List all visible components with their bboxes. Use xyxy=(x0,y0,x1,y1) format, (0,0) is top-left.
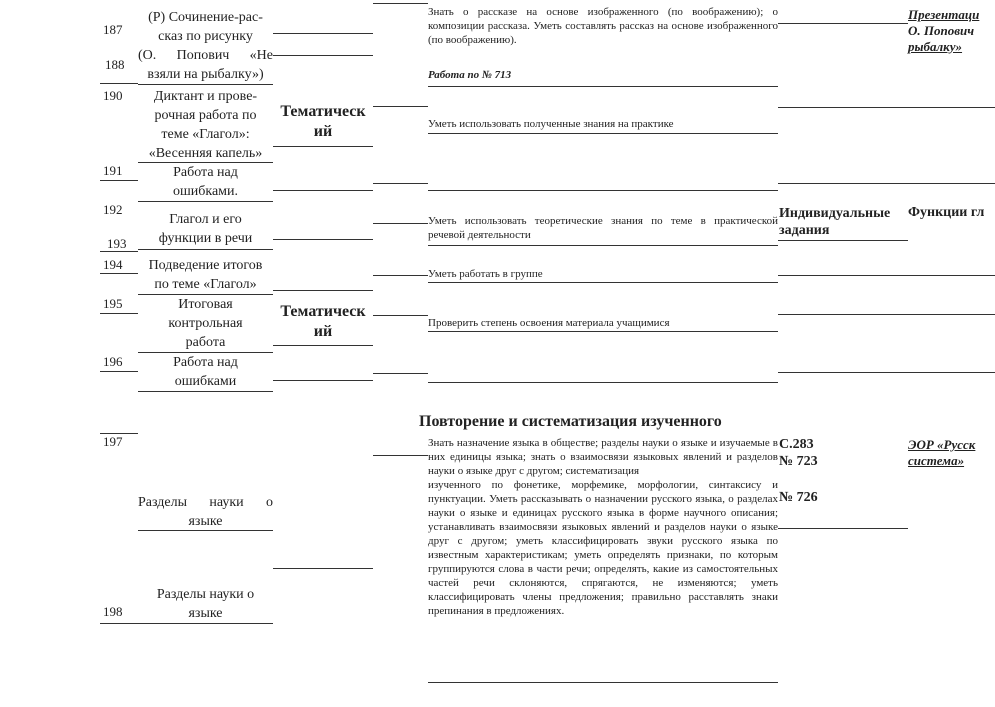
rule-line xyxy=(100,251,138,252)
homework-note: Работа по № 713 xyxy=(428,69,512,81)
rule-line xyxy=(778,183,908,184)
rule-line xyxy=(908,275,995,276)
rule-line xyxy=(138,623,273,624)
rule-line xyxy=(138,352,273,353)
rule-line xyxy=(100,623,138,624)
requirements-text: Уметь использовать полученные знания на практике xyxy=(428,118,674,130)
rule-line xyxy=(778,275,908,276)
homework-text: С.283 № 723 № 726 xyxy=(779,437,818,505)
rule-line xyxy=(273,345,373,346)
lesson-number-193: 193 xyxy=(107,236,127,251)
lesson-topic: (Р) Сочинение-рас- сказ по рисунку (О. Попович «Не взяли на рыбалку») xyxy=(138,10,273,82)
rule-line xyxy=(100,83,138,84)
rule-line xyxy=(908,107,995,108)
lesson-topic: Работа над ошибками. xyxy=(172,165,239,199)
lesson-number-195: 195 xyxy=(103,296,123,311)
rule-line xyxy=(373,106,428,107)
requirements-text: Знать назначение языка в обществе; разделы науки о языке и изучаемые в них единицы языка; знать о взаимосвязи языковых явлений и разделов науки о языке друг с другом; систематизация изученного по фонетике, морфемике, морфологии, синтаксису и пунктуации. Уметь рассказывать о назначении русского языка, о разделах науки о языке и единицах русского языка в форме научного описания; устанавливать взаимосвязи языковых явлений и разделов науки о языке друг с другом; уметь классифицировать звуки русского языка по известным характеристикам; уметь определять признаки, по которым группируются слова в части речи; определять, какие из самостоятельных частей речи склоняются, спрягаются, не изменяются; уметь классифицировать члены предложения; правильно расставлять знаки препинания в предложениях. xyxy=(428,437,778,617)
lesson-type: Тематическ ий xyxy=(280,103,366,140)
rule-line xyxy=(373,315,428,316)
rule-line xyxy=(428,382,778,383)
requirements-text: Проверить степень освоения материала учащимися xyxy=(428,317,670,329)
lesson-topic: Подведение итогов по теме «Глагол» xyxy=(148,258,263,292)
rule-line xyxy=(100,273,138,274)
rule-line xyxy=(100,433,138,434)
homework-text: Индивидуальные задания xyxy=(779,206,891,238)
requirements-text: Знать о рассказе на основе изображенного (по воображению); о композиции рассказа. Уметь составлять рассказ на основе изображенного (по воображению). xyxy=(428,6,778,46)
rule-line xyxy=(778,314,908,315)
rule-line xyxy=(373,183,428,184)
rule-line xyxy=(428,245,778,246)
rule-line xyxy=(428,682,778,683)
rule-line xyxy=(373,373,428,374)
requirements-text: Уметь работать в группе xyxy=(428,268,543,280)
rule-line xyxy=(273,290,373,291)
rule-line xyxy=(100,180,138,181)
lesson-number-188: 188 xyxy=(105,57,125,72)
rule-line xyxy=(138,162,273,163)
section-title: Повторение и систематизация изученного xyxy=(419,413,722,430)
rule-line xyxy=(908,372,995,373)
lesson-topic: Итоговая контрольная работа xyxy=(168,297,243,350)
rule-line xyxy=(100,313,138,314)
rule-line xyxy=(778,372,908,373)
rule-line xyxy=(273,239,373,240)
rule-line xyxy=(428,282,778,283)
rule-line xyxy=(273,33,373,34)
rule-line xyxy=(273,380,373,381)
lesson-type: Тематическ ий xyxy=(280,303,366,340)
rule-line xyxy=(908,183,995,184)
rule-line xyxy=(428,86,778,87)
lesson-number-197: 197 xyxy=(103,434,123,449)
rule-line xyxy=(138,201,273,202)
rule-line xyxy=(373,223,428,224)
rule-line xyxy=(428,133,778,134)
lesson-number-190: 190 xyxy=(103,88,123,103)
rule-line xyxy=(778,23,908,24)
lesson-number-187: 187 xyxy=(103,22,123,37)
rule-line xyxy=(778,107,908,108)
lesson-number-198: 198 xyxy=(103,604,123,619)
rule-line xyxy=(778,240,908,241)
rule-line xyxy=(138,530,273,531)
rule-line xyxy=(138,249,273,250)
rule-line xyxy=(100,371,138,372)
rule-line xyxy=(373,455,428,456)
lesson-topic: Разделы науки о языке xyxy=(138,495,273,529)
rule-line xyxy=(273,55,373,56)
rule-line xyxy=(373,275,428,276)
lesson-number-192: 192 xyxy=(103,202,123,217)
rule-line xyxy=(138,84,273,85)
requirements-text: Уметь использовать теоретические знания по теме в практической речевой деятельности xyxy=(428,215,778,241)
lesson-topic: Работа над ошибками xyxy=(173,355,238,389)
lesson-number-191: 191 xyxy=(103,163,123,178)
rule-line xyxy=(373,3,428,4)
lesson-number-194: 194 xyxy=(103,257,123,272)
lesson-topic: Диктант и прове- рочная работа по теме «Глагол»: «Весенняя капель» xyxy=(148,89,263,161)
lesson-topic: Глагол и его функции в речи xyxy=(158,212,253,246)
resource-link[interactable]: Презентаци О. Попович рыбалку» xyxy=(908,7,980,54)
rule-line xyxy=(273,568,373,569)
rule-line xyxy=(908,314,995,315)
rule-line xyxy=(273,190,373,191)
rule-line xyxy=(778,528,908,529)
rule-line xyxy=(428,190,778,191)
rule-line xyxy=(138,294,273,295)
resource-link[interactable]: Функции гл xyxy=(908,205,985,220)
lesson-topic: Разделы науки о языке xyxy=(156,587,255,621)
rule-line xyxy=(273,146,373,147)
resource-link[interactable]: ЭОР «Русск система» xyxy=(908,437,976,468)
rule-line xyxy=(428,331,778,332)
lesson-number-196: 196 xyxy=(103,354,123,369)
rule-line xyxy=(138,391,273,392)
